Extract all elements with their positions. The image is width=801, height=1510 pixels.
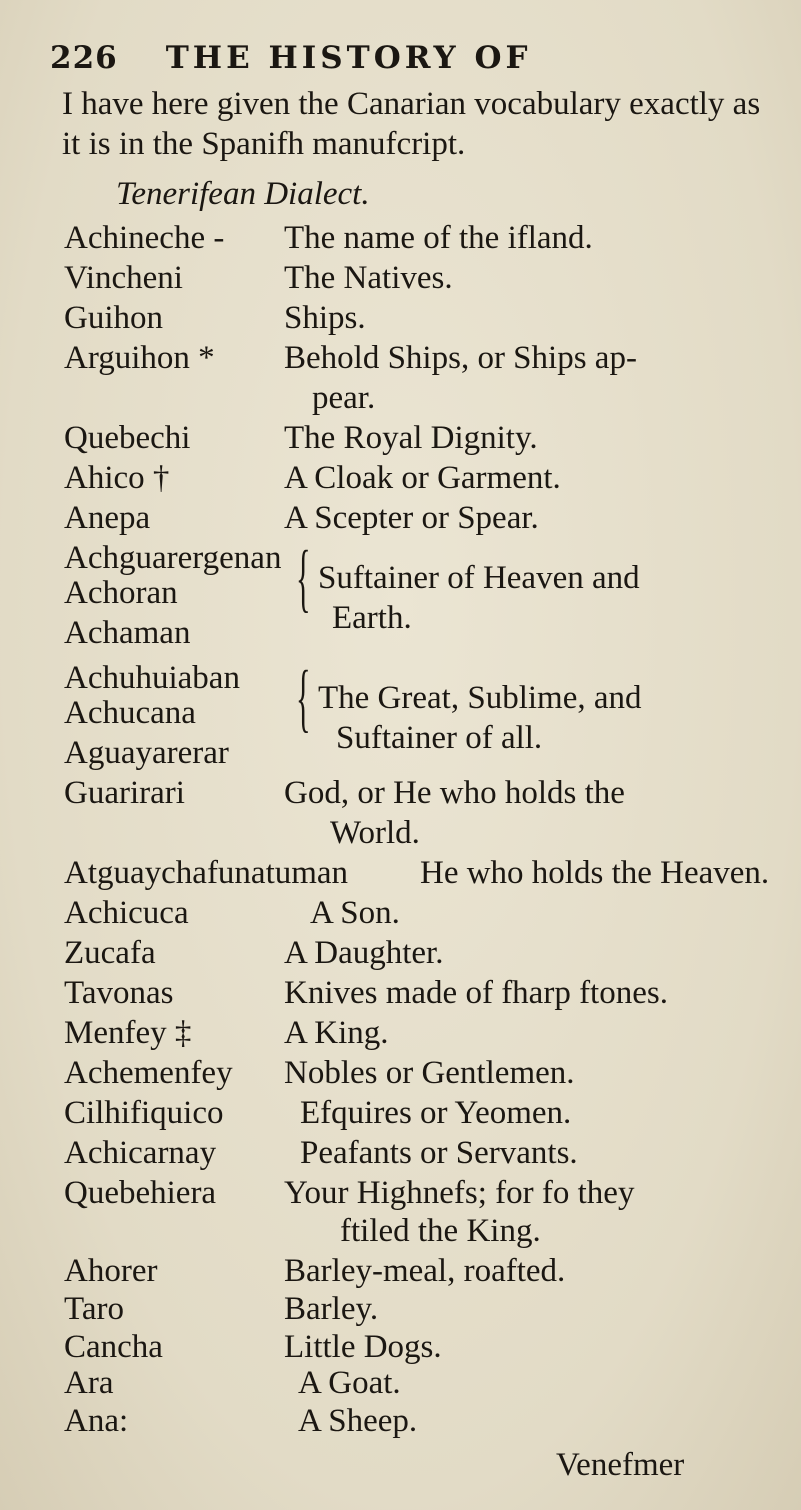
meaning-22: Your Highnefs; for fo they [284, 1175, 635, 1211]
meaning-18: A King. [284, 1015, 389, 1051]
meaning-12: Suftainer of all. [336, 720, 543, 756]
term-6: Anepa [64, 500, 151, 536]
term-9: Achaman [64, 615, 191, 651]
brace-icon: { [296, 536, 311, 620]
meaning-20: Efquires or Yeomen. [300, 1095, 572, 1131]
meaning-4: The Royal Dignity. [284, 420, 538, 456]
term-5: Ahico † [64, 460, 170, 496]
running-title: THE HISTORY OF [165, 40, 532, 76]
meaning-5: A Cloak or Garment. [284, 460, 561, 496]
section-subtitle: Tenerifean Dialect. [116, 176, 370, 212]
term-4: Quebechi [64, 420, 191, 456]
meaning-19: Nobles or Gentlemen. [284, 1055, 575, 1091]
meaning-6: A Scepter or Spear. [284, 500, 539, 536]
meaning-16: A Daughter. [284, 935, 444, 971]
term-25: Cancha [64, 1329, 163, 1365]
meaning-17: Knives made of fharp ftones. [284, 975, 668, 1011]
meaning-2: Ships. [284, 300, 366, 336]
meaning-21: Peafants or Servants. [300, 1135, 578, 1171]
intro-paragraph: I have here given the Canarian vocabulary exactly as it is in the Spanifh manufcript. [62, 86, 761, 162]
term-17: Tavonas [64, 975, 174, 1011]
meaning-27: A Sheep. [298, 1403, 418, 1439]
meaning-25: Little Dogs. [284, 1329, 442, 1365]
catchword: Venefmer [556, 1447, 685, 1483]
brace-icon: { [296, 656, 311, 740]
meaning-22-cont: ftiled the King. [340, 1213, 541, 1249]
term-0: Achineche - [64, 220, 225, 256]
term-20: Cilhifiquico [64, 1095, 224, 1131]
term-3: Arguihon * [64, 340, 215, 376]
meaning-23: Barley-meal, roafted. [284, 1253, 566, 1289]
term-23: Ahorer [64, 1253, 158, 1289]
meaning-1: The Natives. [284, 260, 453, 296]
term-15: Achicuca [64, 895, 189, 931]
term-21: Achicarnay [64, 1135, 217, 1171]
term-12: Aguayarerar [64, 735, 229, 771]
term-14: Atguaychafunatuman [64, 855, 349, 891]
term-26: Ara [64, 1365, 114, 1401]
term-10: Achuhuiaban [64, 660, 240, 696]
term-24: Taro [64, 1291, 124, 1327]
term-2: Guihon [64, 300, 163, 336]
meaning-24: Barley. [284, 1291, 379, 1327]
term-22: Quebehiera [64, 1175, 217, 1211]
term-19: Achemenfey [64, 1055, 233, 1091]
term-7: Achguarergenan [64, 540, 282, 576]
meaning-14: He who holds the Heaven. [420, 855, 770, 891]
term-16: Zucafa [64, 935, 156, 971]
term-18: Menfey ‡ [64, 1015, 192, 1051]
meaning-9: Earth. [332, 600, 412, 636]
meaning-8: Suftainer of Heaven and [318, 560, 640, 596]
meaning-26: A Goat. [298, 1365, 401, 1401]
meaning-3: Behold Ships, or Ships ap- [284, 340, 637, 376]
term-1: Vincheni [64, 260, 183, 296]
meaning-11: The Great, Sublime, and [318, 680, 642, 716]
meaning-0: The name of the ifland. [284, 220, 593, 256]
meaning-13-cont: World. [330, 815, 420, 851]
meaning-13: God, or He who holds the [284, 775, 625, 811]
meaning-15: A Son. [310, 895, 400, 931]
meaning-3-cont: pear. [312, 380, 376, 416]
term-8: Achoran [64, 575, 178, 611]
term-11: Achucana [64, 695, 196, 731]
term-27: Ana: [64, 1403, 129, 1439]
page-number: 226 [50, 40, 118, 76]
running-header [50, 40, 532, 76]
term-13: Guarirari [64, 775, 185, 811]
